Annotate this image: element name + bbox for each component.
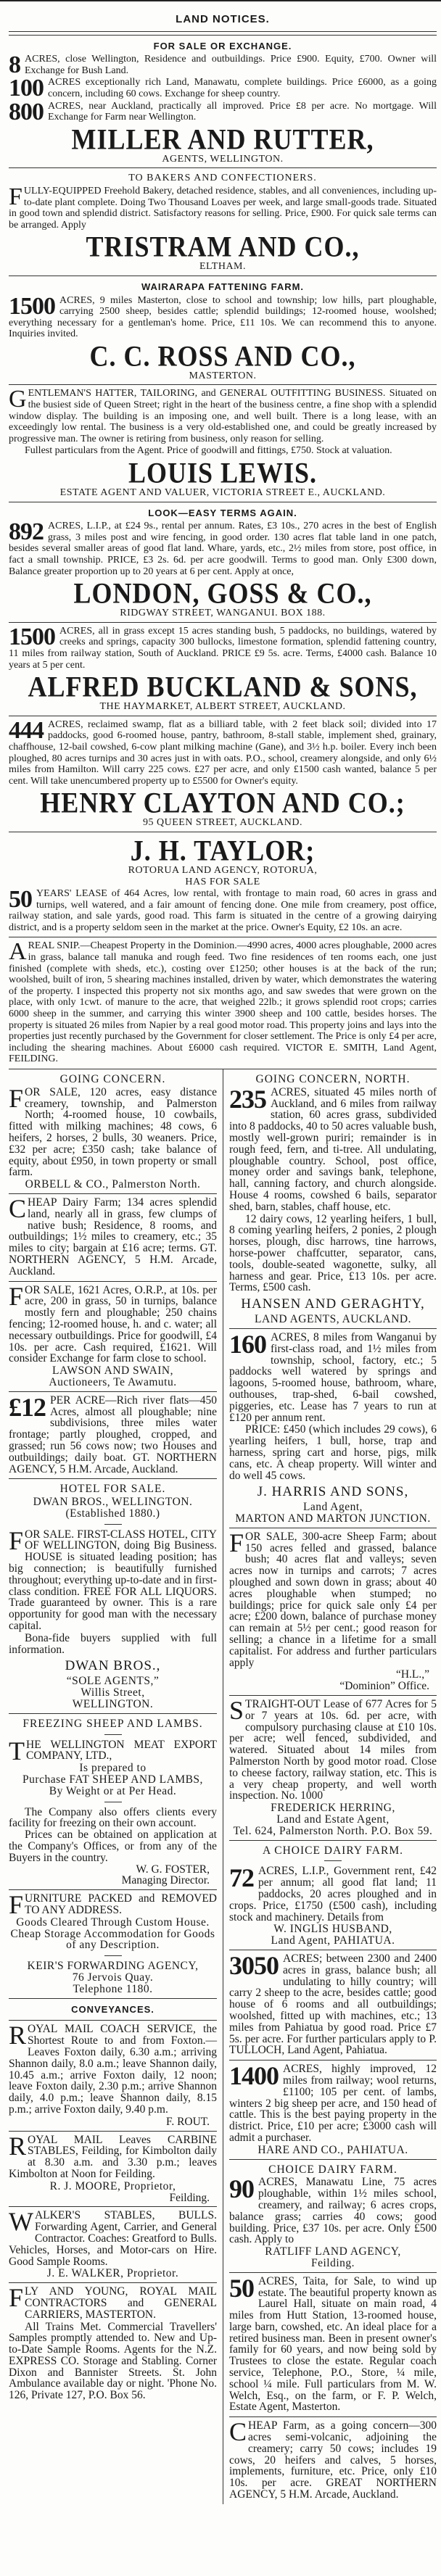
left-column <box>9 1069 223 2504</box>
acreage-number: 1400 <box>229 2061 279 2091</box>
ad-paragraph <box>9 2131 217 2180</box>
ad-paragraph <box>229 2063 437 2144</box>
ad-paragraph <box>9 2207 217 2268</box>
advertisement <box>9 502 437 623</box>
advertisement <box>229 2273 437 2418</box>
agent-name: J. HARRIS AND SONS, <box>257 1484 409 1500</box>
acreage-number: £12 <box>9 1392 46 1422</box>
ad-text: TRAIGHT-OUT Lease of 677 Acres for 5 or 7 years at 10s. 6d. per acre, with compulsory purchasing clause at £10 10s. per acre; well fenced, subdivided, and watered. Situated about 14 miles from Palmerston North by good motor road. Close to cheese factory, railway station, etc. This is a very cheap property, and well worth inspection. No. 1000 <box>229 1698 437 1802</box>
drop-cap: A <box>9 938 27 966</box>
ad-paragraph <box>229 1950 437 2057</box>
centered-line: Feilding. <box>310 2256 355 2269</box>
acreage-number: 1500 <box>9 292 55 320</box>
ad-paragraph: Bona-fide buyers supplied with full information. <box>9 1631 217 1656</box>
centered-line: Willis Street, <box>81 1686 145 1699</box>
ad-text: ACRES, 8 miles from Wanganui by first-class road, and 1½ miles from township, school, factory, etc.; 5 paddocks well watered by springs and lagoons, 5-roomed house, bathroom, whare, outhouses, trap-shed, 6-bail cowshed, piggeries, etc. Lease has 7 years to run at £120 per annum rent. <box>229 1330 437 1424</box>
ad-heading: FREEZING SHEEP AND LAMBS. <box>22 1717 203 1730</box>
agent-name: TRISTRAM AND CO., <box>86 230 360 263</box>
advertisement <box>9 36 437 169</box>
agent-name: HENRY CLAYTON AND CO.; <box>40 786 405 819</box>
ad-paragraph <box>9 518 437 577</box>
advertisement <box>9 2283 217 2404</box>
centered-line: Tel. 624, Palmerston North. P.O. Box 59. <box>233 1824 433 1837</box>
ad-heading: TO BAKERS AND CONFECTIONERS. <box>128 173 317 184</box>
agent-name: MILLER AND RUTTER, <box>71 123 374 156</box>
section-heading: LAND NOTICES. <box>9 7 437 32</box>
advertisement <box>229 1069 437 1329</box>
two-column-section <box>9 1069 437 2504</box>
centered-line: By Weight or at Per Head. <box>49 1784 177 1797</box>
centered-line: W. INGLIS HUSBAND, <box>273 1923 392 1936</box>
acreage-number: 160 <box>229 1329 266 1359</box>
divider <box>104 1524 122 1525</box>
drop-cap: T <box>9 1736 25 1765</box>
centered-line: RIDGWAY STREET, WANGANUI. BOX 188. <box>120 608 326 619</box>
signature-line: F. ROUT. <box>165 2115 210 2128</box>
ad-paragraph <box>9 75 437 102</box>
divider <box>324 1860 342 1861</box>
agent-name: ALFRED BUCKLAND & SONS, <box>28 670 418 703</box>
ad-heading: FOR SALE OR EXCHANGE. <box>153 40 292 51</box>
acreage-number: 90 <box>229 2174 254 2204</box>
centered-line: R. J. MOORE, Proprietor, <box>49 2179 176 2192</box>
ad-text: ACRES, Taita, for Sale, to wind up estate. The beautiful property known as Laurel Hall, situate on main road, 4 miles from Hutt Station, 13-roomed house, large barn, cowshed, etc. An ideal place for a retired business man. Been in present owner's family for 60 years, and now being sold by Trustees to close the estate. Regular coach service, Telephone, P.O., Store, ¼ mile, school ¼ mile. Full particulars from M. W. Welch, Esq., on the farm, or F. P. Welch, Estate Agent, Masterton. <box>229 2274 437 2414</box>
advertisement <box>229 2417 437 2504</box>
ad-paragraph <box>9 98 437 125</box>
advertisement <box>9 623 437 716</box>
agent-name: LONDON, GOSS & CO., <box>73 576 372 610</box>
ad-text: ACRES, situated 45 miles north of Auckland, and 6 miles from railway station, 60 acres grass, subdivided into 8 paddocks, 40 to 50 acres valuable bush, mostly well-grown puriri; remainder is in rough feed, fern, and ti-tree. All undulating, ploughable country. School, post office, money order and savings bank, telephone, hall, canning factory, and church alongside. House 4 rooms, cowshed 6 bails, separator shed, barn, stables, chaff house, etc. <box>229 1085 437 1213</box>
advertisement <box>9 1392 217 1480</box>
ad-paragraph <box>9 2021 217 2116</box>
ad-paragraph: The Company also offers clients every facility for freezing on their own account. <box>9 1805 217 1830</box>
acreage-number: 72 <box>229 1863 254 1893</box>
land-notices-section <box>9 4 437 1069</box>
drop-cap: W <box>9 2207 33 2237</box>
advertisement <box>229 2160 437 2273</box>
ad-text: ACRES, all in grass except 15 acres standing bush, 5 paddocks, no buildings, watered by creeks and springs, capacity 300 bullocks, limestone formation, splendid fattening country, 11 miles from railway station, South of Auckland. PRICE £9 5s. acre. Terms, £4000 cash. Balance 10 years at 5 per cent. <box>9 625 437 671</box>
ad-paragraph <box>9 940 437 1065</box>
signature-line: “Dominion” Office. <box>339 1680 429 1693</box>
signature-line: W. G. FOSTER, <box>136 1863 210 1876</box>
ad-paragraph <box>229 1329 437 1424</box>
ad-heading: A CHOICE DAIRY FARM. <box>263 1844 403 1857</box>
acreage-number: 444 <box>9 716 44 744</box>
centered-line: ESTATE AGENT AND VALUER, VICTORIA STREET E., AUCKLAND. <box>59 487 386 499</box>
ad-text: ACRES, near Auckland, practically all improved. Price £8 per acre. No mortgage. Will Exchange for Farm near Wellington. <box>48 100 437 123</box>
ad-heading: CHOICE DAIRY FARM. <box>268 2163 397 2176</box>
ad-text: HEAP Farm, as a going concern—300 acres semi-volcanic, adjoining the creamery; carry 50 cows; includes 19 cows, 20 heifers and calves, 5 horses, implements, furniture, etc. Price, only £10 10s. per acre. GREAT NORTHERN AGENCY, 5 H.M. Arcade, Auckland. <box>229 2419 437 2501</box>
ad-text: ENTLEMAN'S HATTER, TAILORING, and GENERAL OUTFITTING BUSINESS. Situated on the busiest side of Queen Street; right in the heart of the business centre, a fine shop with a splendid window display. The building is an imposing one, and well built. There is a long lease, with an exceedingly low rental. The business is a very old-established one, and could be greatly increased by progressive man. The owner is retiring from business, only reason for selling. <box>9 388 437 444</box>
ad-paragraph: Prices can be obtained on application at the Company's Offices, or from any of the Buyers in the country. <box>9 1829 217 1864</box>
ad-paragraph <box>9 1193 217 1277</box>
advertisement <box>9 1714 217 1890</box>
newspaper-page <box>0 1 441 2504</box>
centered-line: ELTHAM. <box>199 261 247 273</box>
agent-name: LOUIS LEWIS. <box>128 456 318 489</box>
ad-heading: GOING CONCERN, NORTH. <box>255 1073 411 1085</box>
drop-cap: C <box>9 1193 27 1223</box>
divider <box>104 1955 122 1956</box>
ad-paragraph <box>9 388 437 444</box>
drop-cap: S <box>229 1696 244 1726</box>
advertisement <box>229 1841 437 1950</box>
ad-text: ULLY-EQUIPPED Freehold Bakery, detached residence, stables, and all conveniences, including up-to-date plant complete. Doing Two Thousand Loaves per week, and large small-goods trade. Situated in good town and splendid district. Satisfactory reasons for selling. Price, £900. For quick sale terms can be arranged. Apply <box>9 185 437 231</box>
centered-line: LAWSON AND SWAIN, <box>52 1364 173 1378</box>
ad-text: OYAL MAIL Leaves CARBINE STABLES, Feilding, for Kimbolton daily at 8.30 a.m. and 3.30 p.m.; leaves Kimbolton at Noon for Feilding. <box>9 2133 217 2180</box>
drop-cap: R <box>9 2021 27 2050</box>
advertisement <box>9 276 437 386</box>
centered-line: LAND AGENTS, AUCKLAND. <box>255 1313 411 1326</box>
ad-text: PER ACRE—Rich river flats—450 Acres, almost all ploughable; nine subdivisions, three miles water frontage; partly ploughed, cropped, and grassed; run 56 cows now; two Houses and outbuildings; daily boat. GT. NORTHERN AGENCY, 5 H.M. Arcade, Auckland. <box>9 1393 217 1475</box>
ad-paragraph <box>9 623 437 671</box>
acreage-number: 800 <box>9 98 44 125</box>
drop-cap: R <box>9 2131 27 2161</box>
ad-text: OYAL MAIL COACH SERVICE, the Shortest Route to and from Foxton.—Leaves Foxton daily, 6.30 a.m.; arriving Shannon daily, 8.0 a.m.; leave Shannon daily, 10.45 a.m.; arrive Foxton daily, 12 noon; leave Foxton daily, 2.30 p.m.; arrive Shannon daily, 4.0 p.m.; leave Shannon daily, 8.15 p.m.; arrive Foxton daily, 9.40 p.m. <box>9 2023 217 2116</box>
ad-text: ACRES, close Wellington, Residence and outbuildings. Price £900. Equity, £700. Owner will Exchange for Bush Land. <box>25 54 437 76</box>
advertisement <box>9 1069 217 1194</box>
centered-line: KEIR'S FORWARDING AGENCY, <box>27 1960 199 1973</box>
ad-text: ACRES, Manawatu Line, 75 acres ploughable, within 1½ miles school, creamery, and railway; 6 acres crops, balance grass; carries 40 cows; good building. Price, £37 10s. per acre. Only £500 cash. Apply to <box>229 2176 437 2246</box>
ad-paragraph <box>9 716 437 787</box>
centered-line: “SOLE AGENTS,” <box>66 1675 160 1688</box>
ad-text: ACRES, reclaimed swamp, flat as a billiard table, with 2 feet black soil; divided into 17 paddocks, good 6-roomed house, pantry, bathroom, 8-stall stable, implement shed, grainary, chaffhouse, 12-bail cowshed, 6-cow plant milking machine (Gane), and 3½ h.p. boiler. Every inch been ploughed, 80 acres turnips and 30 acres just in with oats. P.O., school, creamery alongside, and only 6½ miles from Hamilton. Will carry 225 cows. £27 per acre, and only £1500 cash wanted, balance 5 per cent. Will take unencumbered property up to £5500 for Owner's equity. <box>9 718 437 787</box>
ad-paragraph <box>9 1736 217 1765</box>
divider <box>104 1734 122 1735</box>
ad-text: ACRES; between 2300 and 2400 acres in grass, balance bush; all undulating to hilly country; will carry 2 sheep to the acre, besides cattle; good house of 6 rooms and all outbuildings; woolshed, fitted up with machines, etc.; 13 miles from Pahiatua by good road. Price £7 5s. per acre. For further particulars apply to P. TULLOCH, Land Agent, Pahiatua. <box>229 1952 437 2057</box>
ad-text: ACRES, 9 miles Masterton, close to school and township; low hills, part ploughable, carrying 2500 sheep, besides cattle; splendid buildings; 12-roomed house, woolshed; everything necessary for a gentleman's home. Price, £11 10s. We can recommend this to anyone. Inquiries invited. <box>9 294 437 340</box>
centered-line: FREDERICK HERRING, <box>271 1802 395 1815</box>
centered-line: (Established 1880.) <box>65 1507 160 1520</box>
ad-paragraph <box>9 1392 217 1475</box>
centered-line: Goods Cleared Through Custom House. Cheap Storage Accommodation for Goods of any Description. <box>10 1916 215 1952</box>
drop-cap: G <box>9 386 27 413</box>
advertisement <box>229 1528 437 1696</box>
ad-paragraph: Fullest particulars from the Agent. Price of goodwill and fittings, £750. Stock at valuation. <box>25 445 392 457</box>
ad-paragraph <box>9 1525 217 1633</box>
centered-line: MARTON AND MARTON JUNCTION. <box>235 1512 431 1525</box>
ad-text: HEAP Dairy Farm; 134 acres splendid land, nearly all in grass, few clumps of native bush; Residence, 8 rooms, and outbuildings; 1½ miles to creamery, etc.; 35 miles to city; bargain at £16 acre; terms. GT. NORTHERN AGENCY, 5 H.M. Arcade, Auckland. <box>9 1196 217 1277</box>
ad-text: OR SALE. FIRST-CLASS HOTEL, CITY OF WELLINGTON, doing Big Business. HOUSE is situated leading position; has big connection; is beautifully furnished throughout; everything up-to-date and in first-class condition. FREE FOR ALL LIQUORS. Trade guaranteed by owner. This is a rare opportunity for good man with the necessary capital. <box>9 1528 217 1633</box>
advertisement <box>9 2021 217 2131</box>
ad-paragraph <box>229 2273 437 2414</box>
centered-line: MASTERTON. <box>189 370 257 381</box>
drop-cap: F <box>9 1083 24 1113</box>
ad-paragraph <box>229 1084 437 1213</box>
agent-name: C. C. ROSS AND CO., <box>89 339 356 373</box>
ad-paragraph <box>229 1696 437 1802</box>
drop-cap: F <box>229 1528 244 1557</box>
advertisement <box>9 1999 217 2021</box>
advertisement <box>9 385 437 502</box>
signature-line: Feilding. <box>169 2191 210 2204</box>
centered-line: Land and Estate Agent, <box>276 1813 390 1826</box>
advertisement <box>229 1329 437 1528</box>
centered-line: 95 QUEEN STREET, AUCKLAND. <box>142 817 302 829</box>
ad-text: LY AND YOUNG, ROYAL MAIL CONTRACTORS and GENERAL CARRIERS, MASTERTON. <box>25 2285 217 2321</box>
agent-name: J. H. TAYLOR; <box>130 834 316 867</box>
advertisement <box>9 168 437 276</box>
centered-line: Auctioneers, Te Awamutu. <box>49 1375 177 1388</box>
centered-line: J. E. WALKER, Proprietor. <box>46 2267 179 2280</box>
ad-paragraph <box>229 2174 437 2246</box>
centered-line: ORBELL & CO., Palmerston North. <box>25 1178 201 1191</box>
centered-line: RATLIFF LAND AGENCY, <box>265 2245 401 2258</box>
ad-text: REAL SNIP.—Cheapest Property in the Dominion.—4990 acres, 4000 acres ploughable, 2000 acres in grass, balance tall manuka and rough feed. Two fine residences of ten rooms each, one just finished (complete with sheds, etc.), costing over £1250; other houses is at the back of the run; woolshed, built of iron, 5 shearing machines installed, driven by water, which demonstrates the watering of the property. I inspected this property not six months ago, and saw swedes that were grown on the place, with only 1cwt. of manure to the acre, that weighed 22lb.; it grows splendid root crops; carries 6000 sheep in the summer, and carrying this winter 3900 sheep and 100 cattle, besides horses. The property is situated 26 miles from Napier by a real good motor road. This property joins and lays into the properties just recently purchased by the Government for closer settlement. The Price is only £4 per acre, including the shearing machines. About £6000 cash required. VICTOR E. SMITH, Land Agent, FEILDING. <box>9 940 437 1065</box>
advertisement <box>229 2061 437 2159</box>
signature-line: “H.L.,” <box>395 1668 429 1681</box>
advertisement <box>9 2207 217 2283</box>
acreage-number: 1500 <box>9 623 55 650</box>
advertisement <box>9 832 437 938</box>
ad-heading: LOOK—EASY TERMS AGAIN. <box>148 507 297 518</box>
drop-cap: F <box>9 2283 24 2313</box>
drop-cap: F <box>9 1281 24 1311</box>
ad-paragraph: 12 dairy cows, 12 yearling heifers, 1 bull, 8 coming yearling heifers, 2 ponies, 2 plough horses, plough, disc harrows, tine harrows, horse-power chaffcutter, separator, cans, tools, double-seated wagonette, sulky, all harness and gear. Price, £13 10s. per acre. Terms, £500 cash. <box>229 1212 437 1294</box>
centered-line: Land Agent, <box>302 1501 363 1514</box>
agent-name: DWAN BROS., <box>65 1658 161 1674</box>
centered-line: THE HAYMARKET, ALBERT STREET, AUCKLAND. <box>99 701 346 713</box>
advertisement <box>9 1890 217 1998</box>
centered-line: ROTORUA LAND AGENCY, ROTORUA, <box>128 864 318 876</box>
ad-paragraph <box>9 183 437 231</box>
acreage-number: 50 <box>9 886 32 914</box>
ad-paragraph <box>229 1865 437 1923</box>
centered-line: Purchase FAT SHEEP AND LAMBS, <box>22 1773 203 1786</box>
centered-line: Telephone 1180. <box>73 1982 153 1995</box>
drop-cap: C <box>229 2417 247 2447</box>
ad-text: OR SALE, 300-acre Sheep Farm; about 150 acres felled and grassed, balance bush; 40 acres flat and valleys; seven acres now in turnips and carrots; 7 acres ploughed and sown down in grass; about 40 acres ploughable when stumped; no buildings; price for quick sale only £4 per acre; £200 down, balance of purchase money can remain at 5½ per cent.; good reason for selling; a chance in a lifetime for a small capitalist. For address and further particulars apply <box>229 1530 437 1669</box>
ad-heading: HOTEL FOR SALE. <box>59 1483 166 1496</box>
centered-line: Is prepared to <box>79 1762 147 1775</box>
acreage-number: 8 <box>9 51 20 79</box>
acreage-number: 235 <box>229 1084 266 1114</box>
agent-name: HANSEN AND GERAGHTY, <box>241 1296 425 1312</box>
advertisement <box>9 937 437 1069</box>
ad-paragraph <box>9 888 437 933</box>
ad-text: YEARS' LEASE of 464 Acres, low rental, with frontage to main road, 60 acres in grass and turnips, well watered, and a fair amount of fencing done. One mile from creamery, post office, railway station, and sale yards, good road. This farm is situated in the centre of a growing dairying district, and is a property seldom seen in the market at the price. Owner's Equity, £2 10s. an acre. <box>9 888 437 933</box>
ad-text: URNITURE PACKED and REMOVED TO ANY ADDRESS. <box>25 1892 217 1916</box>
ad-heading: CONVEYANCES. <box>71 2003 154 2015</box>
ad-paragraph <box>9 1281 217 1365</box>
centered-line: 76 Jervois Quay. <box>72 1971 154 1984</box>
acreage-number: 50 <box>229 2273 254 2303</box>
ad-paragraph: All Trains Met. Commercial Travellers' Samples promptly attended to. New and Up-to-Date Sample Rooms. Agents for the N.Z. EXPRESS CO. Storage and Stabling. Corner Dixon and Bannister Streets. St. John Ambulance available day or night. 'Phone No. 126, Private 127, P.O. Box 56. <box>9 2320 217 2402</box>
ad-text: OR SALE, 120 acres, easy distance creamery, township, and Palmerston North; 4-roomed house, 10 cowbails, fitted with milking machines; 48 cows, 6 heifers, 2 horses, 2 bulls, 30 weaners. Price, £32 per acre; £350 cash; take balance of equity, about £950, in town property or small farm. <box>9 1085 217 1179</box>
centered-line: AGENTS, WELLINGTON. <box>162 153 284 165</box>
ad-text: ACRES exceptionally rich Land, Manawatu, complete buildings. Price £6000, as a going concern, including 60 cows. Exchange for sheep country. <box>48 77 437 99</box>
ad-heading: GOING CONCERN. <box>59 1073 166 1085</box>
centered-line: HARE AND CO., PAHIATUA. <box>257 2143 408 2156</box>
ad-text: ALKER'S STABLES, BULLS. Forwarding Agent, Carrier, and General Contractor. Coaches: Greatford to Bulls. Vehicles, Horses, and Motor-cars on Hire. Good Sample Rooms. <box>9 2209 217 2268</box>
advertisement <box>229 1950 437 2061</box>
advertisement <box>9 716 437 832</box>
centered-line: HAS FOR SALE <box>185 876 260 887</box>
ad-paragraph <box>9 1083 217 1179</box>
centered-line: DWAN BROS., WELLINGTON. <box>33 1496 193 1509</box>
ad-text: HE WELLINGTON MEAT EXPORT COMPANY, LTD., <box>26 1738 217 1763</box>
ad-heading: WAIRARAPA FATTENING FARM. <box>141 281 305 292</box>
ad-paragraph <box>9 292 437 340</box>
ad-text: ACRES, L.I.P., Government rent, £42 per annum; all good flat land; 11 paddocks, 20 acres ploughed and in crops. Price, £1750 (£500 cash), including stock and machinery. Details from <box>229 1865 437 1923</box>
ad-text: OR SALE, 1621 Acres, O.R.P., at 10s. per acre, 200 in grass, 50 in turnips, balance mostly fern and ploughable; 250 chains fencing; 12-roomed house, h. and c. water; all necessary outbuildings. Price for goodwill, £4 10s. per acre. Cash required, £1621. Will consider Exchange for farm close to school. <box>9 1283 217 1365</box>
ad-paragraph: PRICE: £450 (which includes 29 cows), 6 yearling heifers, 1 bull, horse, trap and harness, spring cart and horse, pigs, milk cans, etc. A cheap property. Will winter and do well 45 cows. <box>229 1423 437 1482</box>
drop-cap: F <box>9 1525 24 1555</box>
ad-paragraph <box>9 2283 217 2321</box>
right-column <box>223 1069 437 2504</box>
ad-text: ACRES, L.I.P., at £24 9s., rental per annum. Rates, £3 10s., 270 acres in the best of English grass, 3 miles post and wire fencing, in good order. 130 acres flat table land in one patch, besides several smaller areas of good flat land. Whare, yards, etc., 2½ miles from store, post office, in fact a small township. PRICE, £3 2s. 6d. per acre goodwill. Terms to good man. Only £300 down, Balance greater proportion up to 20 years at 6 per cent. Apply at once, <box>9 521 437 577</box>
advertisement <box>9 2132 217 2208</box>
advertisement <box>9 1194 217 1282</box>
ad-text: ACRES, highly improved, 12 miles from railway; wool returns, £1100; 105 per cent. of lambs, winters 2 big sheep per acre, and 150 head of cattle. This is the best paying property in the district. Price, £10 per acre; £3000 cash will admit a purchaser. <box>229 2063 437 2144</box>
ad-paragraph <box>9 1890 217 1920</box>
advertisement <box>9 1479 217 1714</box>
signature-line: Managing Director. <box>121 1874 210 1887</box>
acreage-number: 100 <box>9 75 44 102</box>
ad-paragraph <box>9 51 437 79</box>
advertisement <box>229 1696 437 1841</box>
drop-cap: F <box>9 1890 24 1920</box>
ad-paragraph <box>229 1528 437 1669</box>
ad-paragraph <box>229 2417 437 2501</box>
centered-line: WELLINGTON. <box>72 1698 154 1711</box>
centered-line: Land Agent, PAHIATUA. <box>271 1934 395 1947</box>
drop-cap: F <box>9 183 22 210</box>
acreage-number: 892 <box>9 518 44 546</box>
advertisement <box>9 1282 217 1392</box>
advertisement <box>9 4 437 36</box>
acreage-number: 3050 <box>229 1950 279 1980</box>
